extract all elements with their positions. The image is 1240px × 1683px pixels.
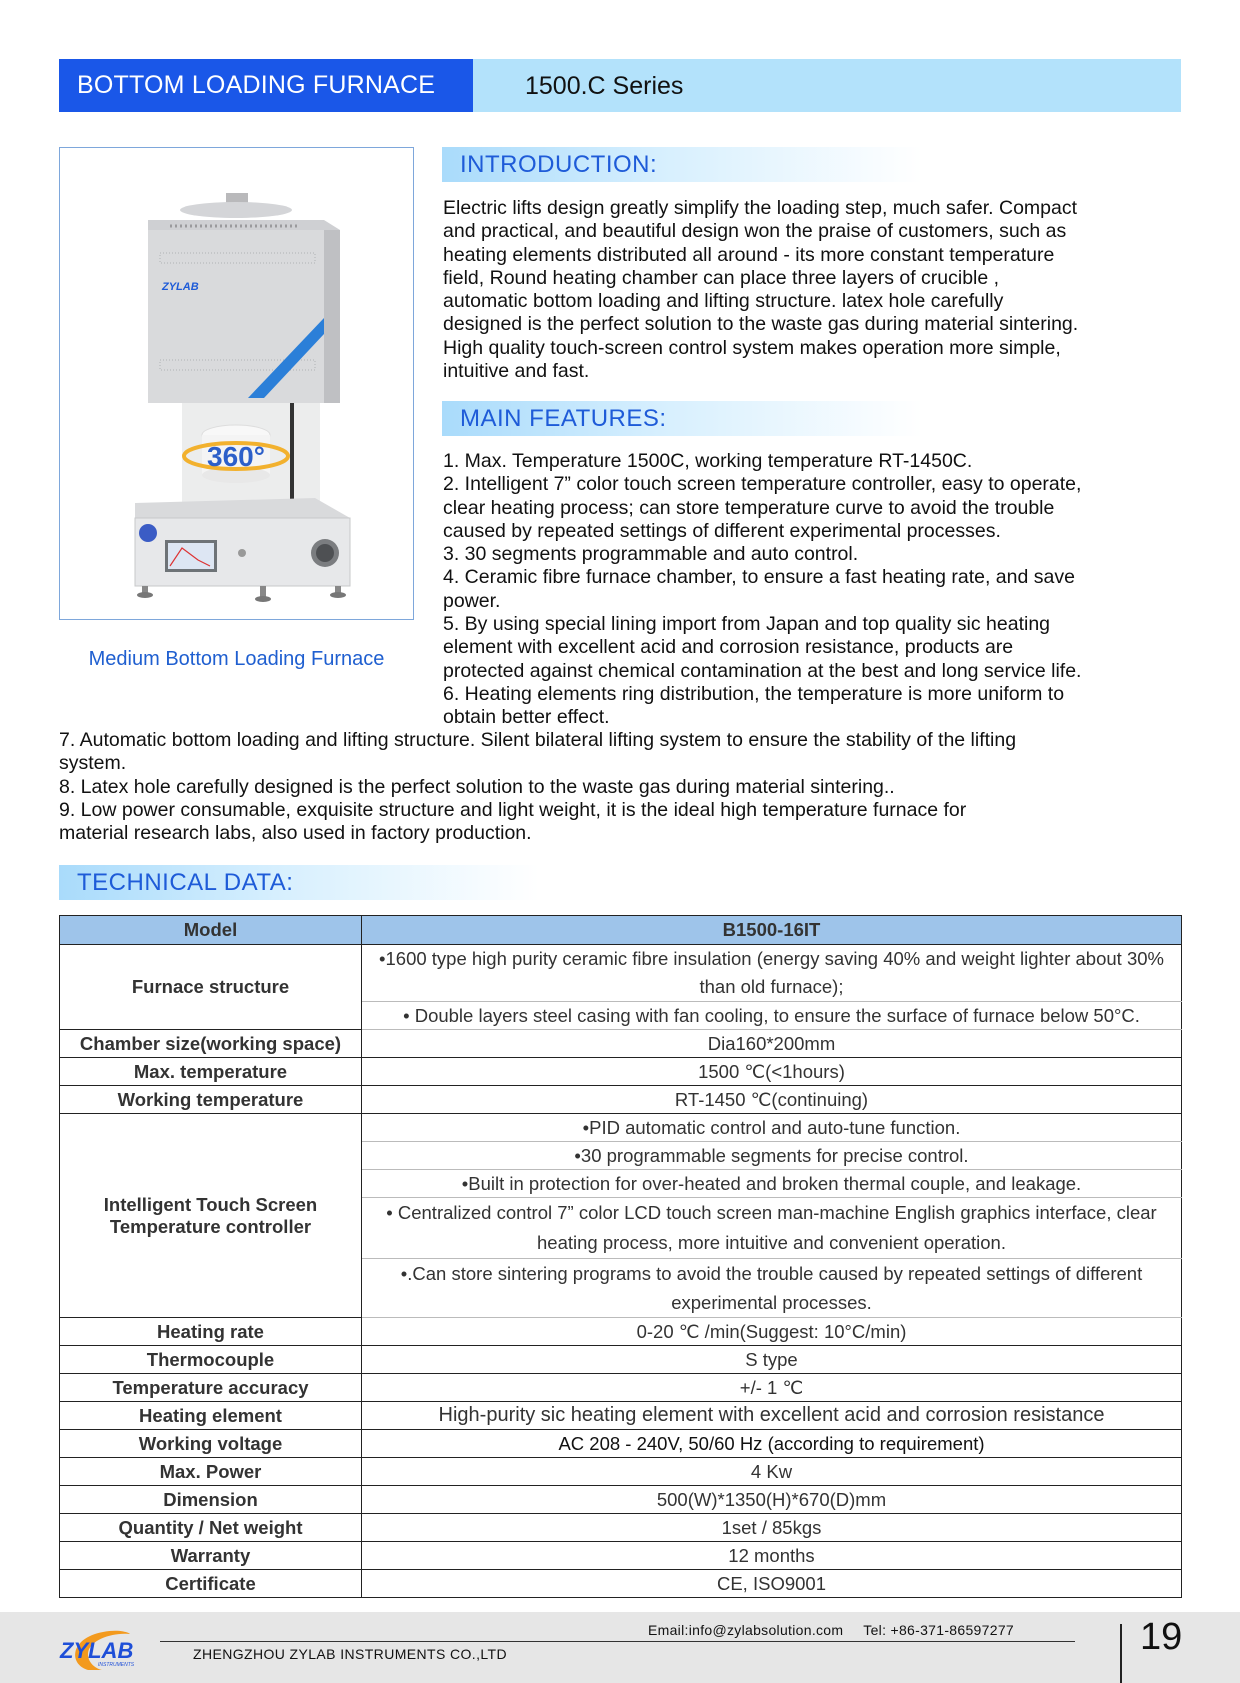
footer-company: ZHENGZHOU ZYLAB INSTRUMENTS CO.,LTD [193,1646,507,1662]
svg-text:ZYLAB: ZYLAB [60,1638,134,1663]
feature-line: caused by repeated settings of different experimental processes. [443,519,1001,542]
row-key: Heating element [60,1402,362,1430]
row-key: Dimension [60,1486,362,1514]
footer-tel: Tel: +86-371-86597277 [863,1622,1014,1638]
row-key: Thermocouple [60,1346,362,1374]
technical-data-heading: TECHNICAL DATA: [59,865,539,900]
row-value: 12 months [362,1542,1182,1570]
feature-line: power. [443,589,501,612]
table-row [60,1114,1182,1142]
page-number-divider [1120,1624,1122,1683]
footer-contact [648,1622,1030,1638]
row-key: Max. temperature [60,1058,362,1086]
table-row [60,1402,1182,1430]
introduction-text [443,197,1203,383]
feature-line: 9. Low power consumable, exquisite structure and light weight, it is the ideal high temperature furnace for [59,798,967,821]
introduction-heading: INTRODUCTION: [442,147,922,182]
row-value: CE, ISO9001 [362,1570,1182,1598]
intro-line: heating elements distributed all around - its more constant temperature [443,243,1055,266]
row-key: Intelligent Touch Screen Temperature controller [60,1114,362,1318]
features-list-right [443,450,1213,730]
row-key: Chamber size(working space) [60,1030,362,1058]
table-row [60,1086,1182,1114]
intro-line: Electric lifts design greatly simplify the loading step, much safer. Compact [443,197,1078,219]
svg-text:INSTRUMENTS: INSTRUMENTS [98,1662,135,1668]
product-image [59,147,414,620]
feature-line: 1. Max. Temperature 1500C, working temperature RT-1450C. [443,450,973,472]
feature-line: 7. Automatic bottom loading and lifting structure. Silent bilateral lifting system to ensure the stability of the lifting [59,729,1017,751]
row-value: +/- 1 ℃ [362,1374,1182,1402]
intro-line: intuitive and fast. [443,360,590,383]
feature-line: obtain better effect. [443,706,610,729]
row-key: Quantity / Net weight [60,1514,362,1542]
table-row [60,1430,1182,1458]
row-value: • Double layers steel casing with fan cooling, to ensure the surface of furnace below 50°C. [362,1002,1182,1030]
intro-line: field, Round heating chamber can place three layers of crucible , [443,266,1000,289]
row-value: Dia160*200mm [362,1030,1182,1058]
svg-text:360°: 360° [207,441,265,472]
feature-line: system. [59,752,127,775]
table-row [60,1346,1182,1374]
feature-line: protected against chemical contamination at the best and long service life. [443,659,1082,682]
intro-line: automatic bottom loading and lifting structure. latex hole carefully [443,290,1004,313]
page-footer [0,1612,1240,1683]
row-key: Temperature accuracy [60,1374,362,1402]
row-key: Warranty [60,1542,362,1570]
row-value: •30 programmable segments for precise control. [362,1142,1182,1170]
table-row [60,1486,1182,1514]
table-row [60,1318,1182,1346]
feature-line: 2. Intelligent 7” color touch screen temperature controller, easy to operate, [443,473,1082,496]
table-row [60,945,1182,1002]
row-value: S type [362,1346,1182,1374]
features-list-full [59,729,1199,845]
row-key: Furnace structure [60,945,362,1030]
table-row [60,1374,1182,1402]
row-key: Working voltage [60,1430,362,1458]
zylab-logo-icon [58,1626,158,1672]
series-label: 1500.C Series [525,72,684,100]
product-caption: Medium Bottom Loading Furnace [88,648,385,670]
row-value: 1set / 85kgs [362,1514,1182,1542]
feature-line: 3. 30 segments programmable and auto control. [443,543,859,566]
row-value: 500(W)*1350(H)*670(D)mm [362,1486,1182,1514]
row-value: •Built in protection for over-heated and broken thermal couple, and leakage. [362,1170,1182,1198]
row-value: 4 Kw [362,1458,1182,1486]
row-key: Max. Power [60,1458,362,1486]
table-row [60,1514,1182,1542]
row-value: 0-20 ℃ /min(Suggest: 10°C/min) [362,1318,1182,1346]
row-key: Heating rate [60,1318,362,1346]
intro-line: designed is the perfect solution to the waste gas during material sintering. [443,313,1079,336]
feature-line: 8. Latex hole carefully designed is the perfect solution to the waste gas during material sintering.. [59,775,895,798]
feature-line: 5. By using special lining import from Japan and top quality sic heating [443,613,1051,636]
row-value: High-purity sic heating element with excellent acid and corrosion resistance [362,1402,1182,1430]
footer-email: Email:info@zylabsolution.com [648,1622,844,1638]
row-key: Working temperature [60,1086,362,1114]
feature-line: 4. Ceramic fibre furnace chamber, to ensure a fast heating rate, and save [443,566,1075,589]
table-header-row [60,916,1182,945]
intro-line: High quality touch-screen control system makes operation more simple, [443,336,1061,359]
title-bar [59,59,1181,112]
row-value: 1500 ℃(<1hours) [362,1058,1182,1086]
footer-divider [160,1641,1075,1642]
row-key: Certificate [60,1570,362,1598]
main-features-heading: MAIN FEATURES: [442,401,922,436]
furnace-illustration-icon [60,148,412,618]
feature-line: element with excellent acid and corrosion resistance, products are [443,636,1014,659]
row-value: • Centralized control 7” color LCD touch screen man-machine English graphics interface, clear heating process, more intuitive and convenient operation. [362,1198,1182,1259]
table-row [60,1542,1182,1570]
header-value: B1500-16IT [362,916,1182,945]
feature-line: 6. Heating elements ring distribution, the temperature is more uniform to [443,682,1065,705]
table-row [60,1458,1182,1486]
svg-text:ZYLAB: ZYLAB [162,281,199,293]
feature-line: clear heating process; can store temperature curve to avoid the trouble [443,496,1055,519]
table-row [60,1058,1182,1086]
row-value: •PID automatic control and auto-tune function. [362,1114,1182,1142]
row-value: •1600 type high purity ceramic fibre insulation (energy saving 40% and weight lighter about 30% than old furnace); [362,945,1182,1002]
header-key: Model [60,916,362,945]
feature-line: material research labs, also used in factory production. [59,822,532,845]
row-value: RT-1450 ℃(continuing) [362,1086,1182,1114]
page-number: 19 [1140,1616,1183,1658]
table-row [60,1030,1182,1058]
row-value: AC 208 - 240V, 50/60 Hz (according to requirement) [362,1430,1182,1458]
intro-line: and practical, and beautiful design won the praise of customers, such as [443,220,1067,243]
table-row [60,1570,1182,1598]
page-title: BOTTOM LOADING FURNACE [59,59,473,112]
technical-data-table [59,915,1182,1598]
row-value: •.Can store sintering programs to avoid the trouble caused by repeated settings of different experimental processes. [362,1259,1182,1318]
